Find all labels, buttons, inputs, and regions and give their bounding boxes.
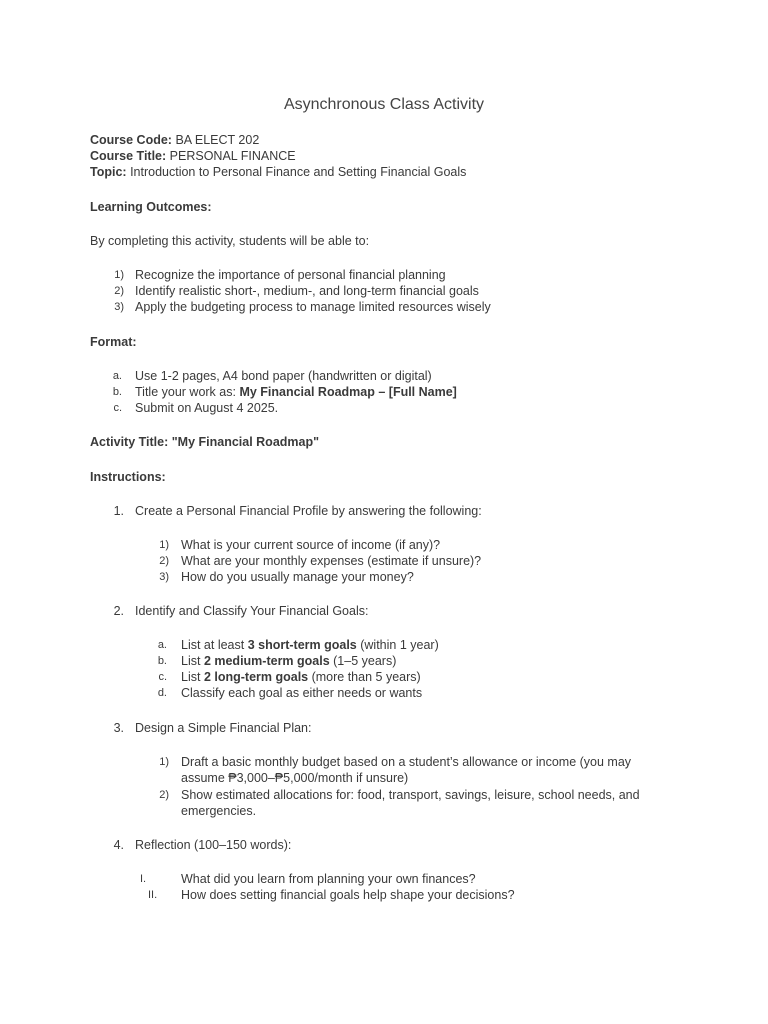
course-code-line bbox=[90, 132, 259, 148]
list-marker: 3) bbox=[114, 301, 124, 313]
goal-post: (within 1 year) bbox=[356, 638, 439, 652]
course-title-label: Course Title: bbox=[90, 149, 167, 163]
list-item: How does setting financial goals help shape your decisions? bbox=[181, 888, 515, 902]
format-heading: Format: bbox=[90, 335, 137, 349]
list-item: Submit on August 4 2025. bbox=[135, 401, 279, 415]
list-marker: c. bbox=[158, 671, 167, 683]
list-marker: 1) bbox=[114, 269, 124, 281]
step-text: Identify and Classify Your Financial Goals: bbox=[135, 604, 369, 618]
course-title-line bbox=[90, 148, 296, 164]
list-marker: 1) bbox=[159, 756, 169, 768]
list-item: How do you usually manage your money? bbox=[181, 570, 414, 584]
step-text: Create a Personal Financial Profile by answering the following: bbox=[135, 504, 482, 518]
list-marker: 2) bbox=[159, 789, 169, 801]
goal-pre: List bbox=[181, 654, 204, 668]
activity-title: Activity Title: "My Financial Roadmap" bbox=[90, 435, 320, 449]
topic-line bbox=[90, 164, 466, 180]
list-item: Classify each goal as either needs or wants bbox=[181, 686, 423, 700]
goal-bold: 2 long-term goals bbox=[203, 670, 309, 684]
list-item bbox=[181, 653, 396, 669]
list-marker: a. bbox=[157, 639, 167, 651]
goal-pre: List bbox=[181, 670, 204, 684]
list-item: What are your monthly expenses (estimate if unsure)? bbox=[181, 554, 482, 568]
step-number: 1. bbox=[113, 504, 124, 518]
list-marker: II. bbox=[148, 889, 158, 901]
goal-post: (1–5 years) bbox=[329, 654, 397, 668]
topic-label: Topic: bbox=[90, 165, 127, 179]
list-item: Apply the budgeting process to manage limited resources wisely bbox=[135, 300, 491, 314]
step-number: 2. bbox=[113, 604, 124, 618]
list-item-line: Show estimated allocations for: food, transport, savings, leisure, school needs, and bbox=[181, 788, 640, 802]
goal-pre: List at least bbox=[181, 638, 248, 652]
step-number: 3. bbox=[113, 721, 124, 735]
step-text: Reflection (100–150 words): bbox=[135, 838, 292, 852]
list-marker: 1) bbox=[159, 539, 169, 551]
list-item-line: emergencies. bbox=[181, 804, 257, 818]
list-marker: I. bbox=[140, 873, 147, 885]
page-title: Asynchronous Class Activity bbox=[283, 96, 485, 113]
list-item bbox=[181, 669, 421, 685]
outcomes-intro: By completing this activity, students will be able to: bbox=[90, 234, 370, 248]
step-number: 4. bbox=[113, 838, 124, 852]
list-marker: 3) bbox=[159, 571, 169, 583]
format-item-text: Title your work as: bbox=[135, 385, 240, 399]
format-item-bold: My Financial Roadmap – [Full Name] bbox=[239, 385, 457, 399]
course-code-value: BA ELECT 202 bbox=[175, 133, 260, 147]
list-marker: b. bbox=[112, 386, 122, 398]
list-item: What is your current source of income (if any)? bbox=[181, 538, 441, 552]
course-title-value: PERSONAL FINANCE bbox=[169, 149, 296, 163]
list-marker: a. bbox=[112, 370, 122, 382]
list-item bbox=[135, 384, 457, 400]
course-code-label: Course Code: bbox=[90, 133, 172, 147]
list-item: Identify realistic short-, medium-, and long-term financial goals bbox=[135, 284, 479, 298]
list-item bbox=[181, 637, 439, 653]
instructions-heading: Instructions: bbox=[90, 470, 166, 484]
list-item: Recognize the importance of personal financial planning bbox=[135, 268, 446, 282]
list-item: Use 1-2 pages, A4 bond paper (handwritten or digital) bbox=[135, 369, 432, 383]
list-item-line: Draft a basic monthly budget based on a student’s allowance or income (you may bbox=[181, 755, 632, 769]
learning-outcomes-heading: Learning Outcomes: bbox=[90, 200, 212, 214]
list-marker: d. bbox=[157, 687, 167, 699]
list-marker: b. bbox=[157, 655, 167, 667]
step-text: Design a Simple Financial Plan: bbox=[135, 721, 312, 735]
goal-bold: 2 medium-term goals bbox=[203, 654, 330, 668]
goal-bold: 3 short-term goals bbox=[247, 638, 357, 652]
goal-post: (more than 5 years) bbox=[308, 670, 421, 684]
topic-value: Introduction to Personal Finance and Setting Financial Goals bbox=[130, 165, 467, 179]
list-item: What did you learn from planning your own finances? bbox=[181, 872, 476, 886]
list-marker: c. bbox=[113, 402, 122, 414]
list-marker: 2) bbox=[114, 285, 124, 297]
list-item-line: assume ₱3,000–₱5,000/month if unsure) bbox=[181, 771, 409, 785]
list-marker: 2) bbox=[159, 555, 169, 567]
